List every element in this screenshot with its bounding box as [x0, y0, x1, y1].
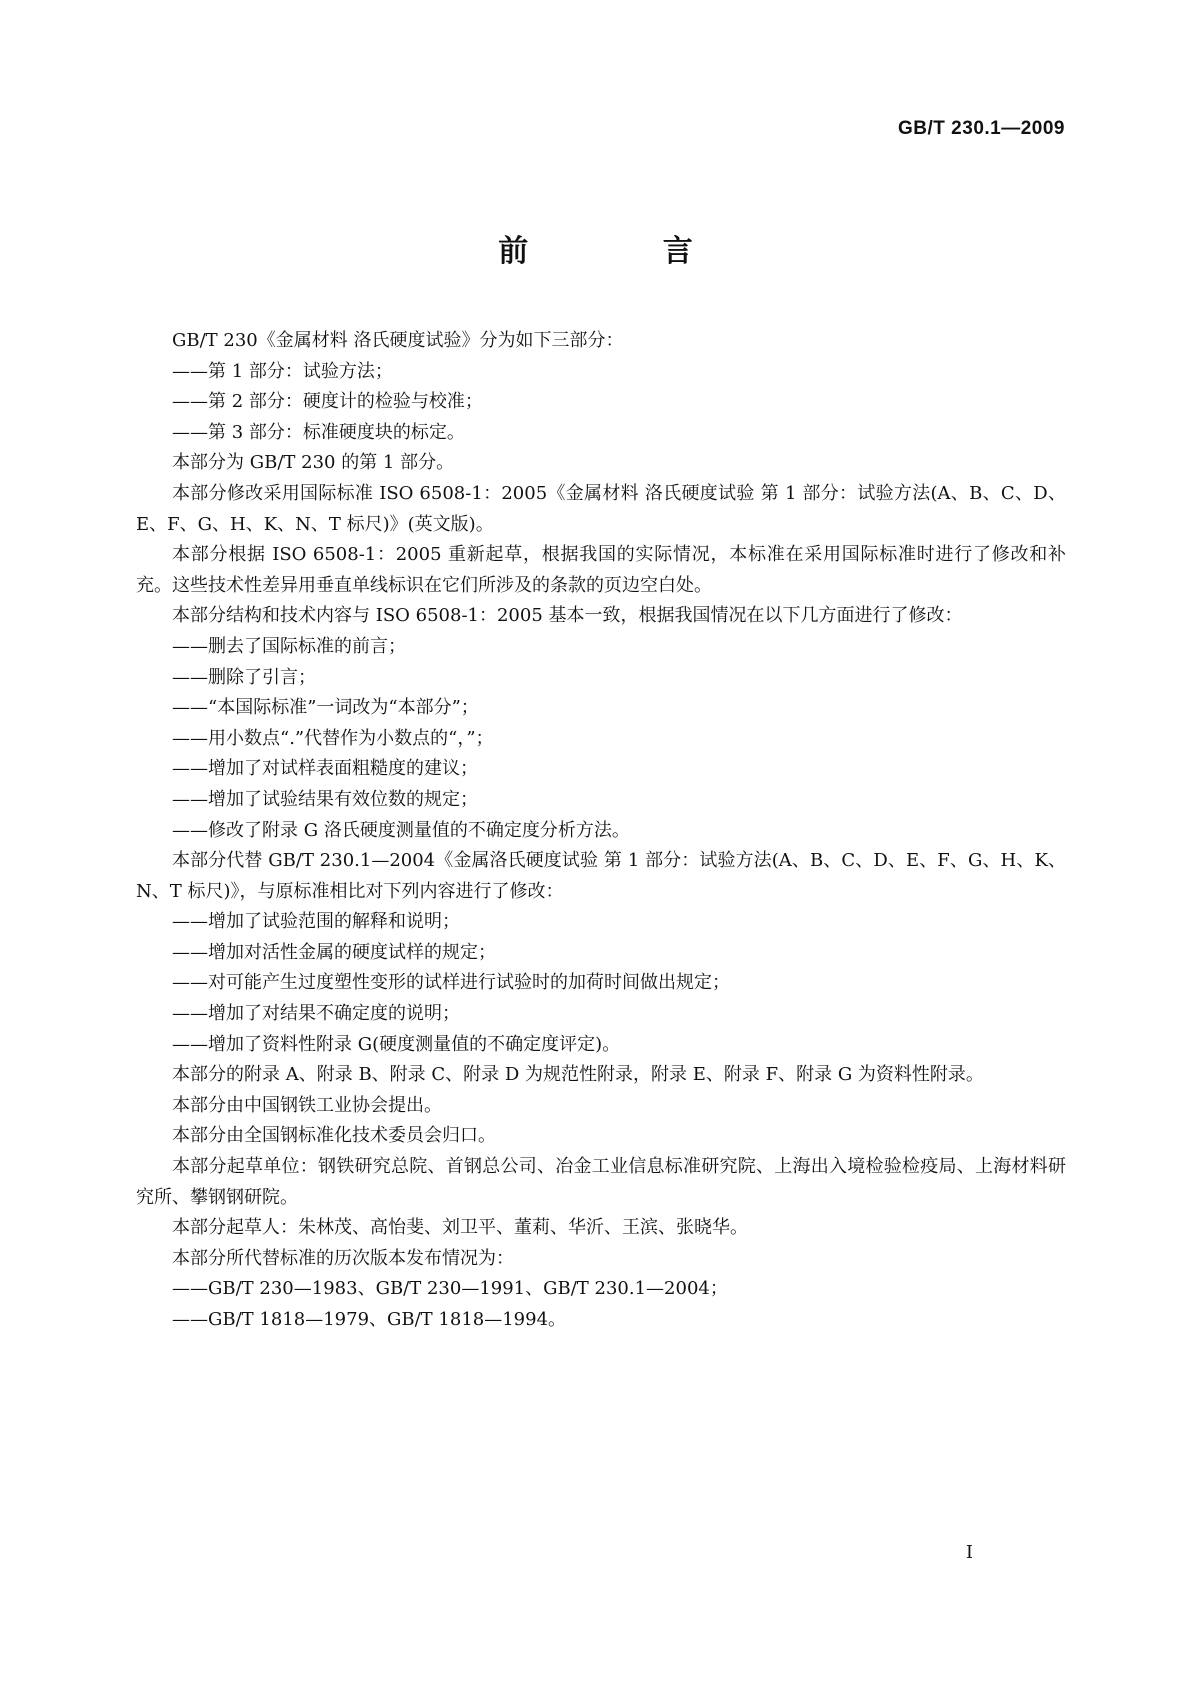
list-item: ——增加了试验结果有效位数的规定；	[172, 788, 478, 810]
list-item: ——第 3 部分：标准硬度块的标定。	[172, 421, 465, 443]
paragraph: 本部分由全国钢标准化技术委员会归口。	[172, 1125, 496, 1147]
list-item: ——用小数点“.”代替作为小数点的“，”；	[172, 727, 494, 749]
paragraph: 本部分为 GB/T 230 的第 1 部分。	[172, 452, 455, 474]
paragraph: GB/T 230《金属材料 洛氏硬度试验》分为如下三部分：	[172, 330, 624, 351]
foreword-body	[136, 326, 1066, 1336]
paragraph: 本部分由中国钢铁工业协会提出。	[172, 1094, 442, 1116]
list-item: ——增加了对试样表面粗糙度的建议；	[172, 758, 478, 780]
list-item: ——增加了试验范围的解释和说明；	[172, 911, 460, 933]
page-title: 前 言	[498, 234, 755, 269]
list-item: ——第 2 部分：硬度计的检验与校准；	[172, 391, 483, 413]
list-item: ——对可能产生过度塑性变形的试样进行试验时的加荷时间做出规定；	[172, 972, 730, 994]
list-item: ——GB/T 230—1983、GB/T 230—1991、GB/T 230.1—2004；	[172, 1278, 728, 1300]
paragraph: 本部分的附录 A、附录 B、附录 C、附录 D 为规范性附录，附录 E、附录 F、附录 G 为资料性附录。	[172, 1064, 984, 1086]
paragraph: 本部分结构和技术内容与 ISO 6508-1：2005 基本一致，根据我国情况在以下几方面进行了修改：	[172, 605, 963, 627]
standard-number: GB/T 230.1—2009	[898, 118, 1065, 139]
page-number: I	[965, 1542, 973, 1563]
list-item: ——删除了引言；	[172, 666, 316, 688]
list-item: ——GB/T 1818—1979、GB/T 1818—1994。	[172, 1309, 567, 1330]
list-item: ——增加对活性金属的硬度试样的规定；	[172, 941, 496, 963]
paragraph: 本部分所代替标准的历次版本发布情况为：	[172, 1247, 514, 1269]
paragraph: 本部分根据 ISO 6508-1：2005 重新起草，根据我国的实际情况，本标准在采用国际标准时进行了修改和补充。这些技术性差异用垂直单线标识在它们所涉及的条款的页边空白处。	[136, 544, 1066, 596]
paragraph: 本部分修改采用国际标准 ISO 6508-1：2005《金属材料 洛氏硬度试验 第 1 部分：试验方法(A、B、C、D、E、F、G、H、K、N、T 标尺)》(英文版)。	[136, 482, 1066, 535]
list-item: ——修改了附录 G 洛氏硬度测量值的不确定度分析方法。	[172, 819, 630, 841]
list-item: ——增加了资料性附录 G(硬度测量值的不确定度评定)。	[172, 1033, 621, 1055]
list-item: ——增加了对结果不确定度的说明；	[172, 1003, 460, 1025]
paragraph: 本部分起草人：朱林茂、高怡斐、刘卫平、董莉、华沂、王滨、张晓华。	[172, 1217, 748, 1239]
paragraph: 本部分起草单位：钢铁研究总院、首钢总公司、冶金工业信息标准研究院、上海出入境检验检疫局、上海材料研究所、攀钢钢研院。	[136, 1156, 1066, 1208]
list-item: ——第 1 部分：试验方法；	[172, 360, 393, 382]
paragraph: 本部分代替 GB/T 230.1—2004《金属洛氏硬度试验 第 1 部分：试验方法(A、B、C、D、E、F、G、H、K、N、T 标尺)》，与原标准相比对下列内容进行了修改：	[136, 850, 1066, 902]
list-item: ——“本国际标准”一词改为“本部分”；	[172, 697, 479, 719]
list-item: ——删去了国际标准的前言；	[172, 635, 406, 657]
